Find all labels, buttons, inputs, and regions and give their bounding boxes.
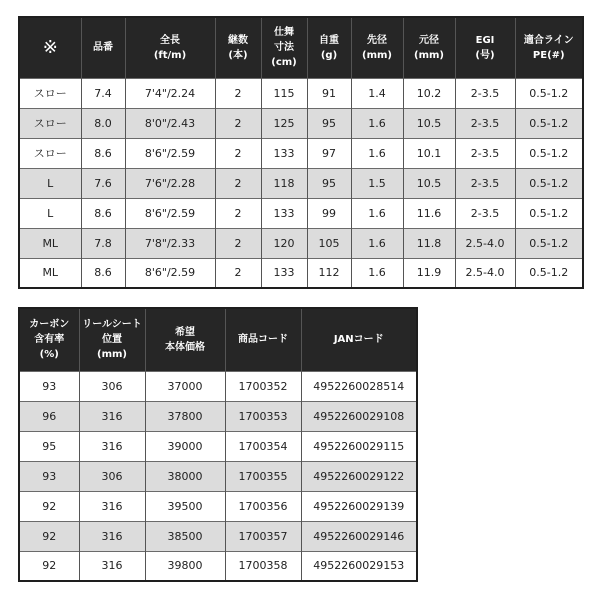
table-cell: 4952260029146 [301, 521, 417, 551]
spec-table-header-0 [19, 17, 81, 78]
table-cell: スロー [19, 108, 81, 138]
table-cell: 2 [215, 108, 261, 138]
table-cell: 2-3.5 [455, 138, 515, 168]
header-line: EGI [475, 34, 495, 46]
table-cell: 1700354 [225, 431, 301, 461]
spec-table-header-4 [261, 17, 307, 78]
table-cell: 8.0 [81, 108, 125, 138]
table-cell: 8'6"/2.59 [125, 258, 215, 288]
code-header-row [19, 308, 417, 371]
table-cell: 133 [261, 198, 307, 228]
header-line: (mm) [97, 349, 127, 361]
table-cell: 4952260029108 [301, 401, 417, 431]
spec-table-header-1 [81, 17, 125, 78]
table-cell: 10.5 [403, 108, 455, 138]
table-cell: 2-3.5 [455, 108, 515, 138]
table-row [19, 371, 417, 401]
code-table-header-1 [79, 308, 145, 371]
spec-table-header-7 [403, 17, 455, 78]
header-line: 先径 [367, 34, 387, 46]
table-cell: 7'4"/2.24 [125, 78, 215, 108]
table-cell: 1.6 [351, 138, 403, 168]
header-line: (ft/m) [153, 49, 187, 61]
table-row [19, 551, 417, 581]
header-line: 商品コード [238, 334, 288, 346]
table-cell: 118 [261, 168, 307, 198]
table-cell: 1700356 [225, 491, 301, 521]
table-cell: ML [19, 258, 81, 288]
table-cell: 92 [19, 491, 79, 521]
table-cell: 0.5-1.2 [515, 258, 583, 288]
header-line: 位置 [102, 334, 122, 346]
table-row [19, 461, 417, 491]
table-cell: 95 [19, 431, 79, 461]
table-cell: 4952260029115 [301, 431, 417, 461]
header-line: (mm) [414, 49, 444, 61]
table-row [19, 521, 417, 551]
table-row [19, 431, 417, 461]
table-cell: 8.6 [81, 258, 125, 288]
table-cell: 1700358 [225, 551, 301, 581]
table-cell: 37000 [145, 371, 225, 401]
table-cell: 2-3.5 [455, 198, 515, 228]
table-cell: 1.6 [351, 228, 403, 258]
table-cell: 10.5 [403, 168, 455, 198]
table-cell: 8'6"/2.59 [125, 198, 215, 228]
table-cell: 7'6"/2.28 [125, 168, 215, 198]
table-cell: 105 [307, 228, 351, 258]
table-cell: 4952260029139 [301, 491, 417, 521]
table-cell: 2 [215, 228, 261, 258]
header-line: 自重 [319, 34, 339, 46]
spec-table-header-6 [351, 17, 403, 78]
table-cell: 2-3.5 [455, 168, 515, 198]
table-cell: 316 [79, 491, 145, 521]
table-cell: 2-3.5 [455, 78, 515, 108]
header-line: 適合ライン [523, 34, 574, 46]
header-line: PE(#) [532, 49, 565, 61]
table-cell: 11.9 [403, 258, 455, 288]
table-cell: 7'8"/2.33 [125, 228, 215, 258]
table-cell: 2 [215, 78, 261, 108]
header-line: リールシート [82, 319, 142, 331]
table-cell: 2.5-4.0 [455, 258, 515, 288]
code-table-header-4 [301, 308, 417, 371]
table-cell: 2 [215, 138, 261, 168]
table-cell: 0.5-1.2 [515, 108, 583, 138]
table-cell: 0.5-1.2 [515, 168, 583, 198]
table-cell: 8.6 [81, 198, 125, 228]
table-cell: 7.6 [81, 168, 125, 198]
header-line: JANコード [333, 334, 384, 346]
table-cell: 7.4 [81, 78, 125, 108]
table-cell: 1700352 [225, 371, 301, 401]
table-cell: 92 [19, 521, 79, 551]
spec-header-row [19, 17, 583, 78]
header-line: (cm) [271, 57, 297, 69]
table-cell: 95 [307, 168, 351, 198]
table-cell: 316 [79, 521, 145, 551]
table-cell: 1.5 [351, 168, 403, 198]
spec-table-header-5 [307, 17, 351, 78]
table-cell: 316 [79, 401, 145, 431]
table-cell: 133 [261, 138, 307, 168]
spec-table-header-2 [125, 17, 215, 78]
spec-table-header-9 [515, 17, 583, 78]
table-cell: 38500 [145, 521, 225, 551]
table-cell: 0.5-1.2 [515, 198, 583, 228]
table-cell: 1.6 [351, 198, 403, 228]
header-line: 元径 [419, 34, 439, 46]
spec-table-header-8 [455, 17, 515, 78]
header-line: 継数 [228, 34, 248, 46]
header-line: 本体価格 [165, 341, 205, 353]
table-cell: 11.6 [403, 198, 455, 228]
table-cell: 133 [261, 258, 307, 288]
table-cell: 92 [19, 551, 79, 581]
header-line: 含有率 [34, 334, 65, 346]
table-cell: 4952260029153 [301, 551, 417, 581]
table-cell: 306 [79, 371, 145, 401]
table-cell: 2 [215, 168, 261, 198]
table-row [19, 78, 583, 108]
header-line: 仕舞 [274, 27, 294, 39]
table-cell: 306 [79, 461, 145, 491]
code-table-header-2 [145, 308, 225, 371]
header-line: 寸法 [274, 42, 294, 54]
table-cell: 93 [19, 371, 79, 401]
table-row [19, 401, 417, 431]
table-row [19, 198, 583, 228]
table-cell: 10.1 [403, 138, 455, 168]
table-cell: 39800 [145, 551, 225, 581]
table-cell: 99 [307, 198, 351, 228]
table-cell: 39000 [145, 431, 225, 461]
table-cell: L [19, 198, 81, 228]
table-cell: 39500 [145, 491, 225, 521]
code-table [18, 307, 418, 582]
table-cell: 96 [19, 401, 79, 431]
table-cell: 2.5-4.0 [455, 228, 515, 258]
header-line: 全長 [160, 34, 180, 46]
code-body [19, 371, 417, 581]
table-cell: 112 [307, 258, 351, 288]
table-cell: 38000 [145, 461, 225, 491]
table-cell: 4952260029122 [301, 461, 417, 491]
header-line: ※ [42, 37, 58, 59]
table-row [19, 491, 417, 521]
table-cell: 10.2 [403, 78, 455, 108]
table-row [19, 258, 583, 288]
table-cell: 37800 [145, 401, 225, 431]
table-cell: 1.6 [351, 258, 403, 288]
header-line: (%) [39, 349, 59, 361]
table-cell: 91 [307, 78, 351, 108]
table-cell: 2 [215, 258, 261, 288]
header-line: (本) [228, 49, 248, 61]
table-cell: スロー [19, 78, 81, 108]
table-cell: 8'0"/2.43 [125, 108, 215, 138]
table-cell: ML [19, 228, 81, 258]
header-line: (mm) [362, 49, 392, 61]
table-cell: 1.6 [351, 108, 403, 138]
header-line: (号) [475, 49, 495, 61]
spec-table-header-3 [215, 17, 261, 78]
table-row [19, 168, 583, 198]
table-cell: 8.6 [81, 138, 125, 168]
table-cell: 316 [79, 551, 145, 581]
table-cell: 120 [261, 228, 307, 258]
table-cell: 7.8 [81, 228, 125, 258]
table-cell: 97 [307, 138, 351, 168]
table-cell: 0.5-1.2 [515, 228, 583, 258]
table-cell: 8'6"/2.59 [125, 138, 215, 168]
table-cell: スロー [19, 138, 81, 168]
code-table-header-0 [19, 308, 79, 371]
table-cell: 11.8 [403, 228, 455, 258]
table-cell: 0.5-1.2 [515, 78, 583, 108]
table-cell: 93 [19, 461, 79, 491]
header-line: 希望 [175, 326, 195, 338]
table-cell: L [19, 168, 81, 198]
header-line: (g) [320, 49, 338, 61]
code-table-header-3 [225, 308, 301, 371]
table-cell: 125 [261, 108, 307, 138]
table-cell: 95 [307, 108, 351, 138]
table-row [19, 138, 583, 168]
table-row [19, 228, 583, 258]
spec-table [18, 16, 584, 289]
table-cell: 1.4 [351, 78, 403, 108]
table-cell: 316 [79, 431, 145, 461]
table-cell: 2 [215, 198, 261, 228]
table-row [19, 108, 583, 138]
table-cell: 1700357 [225, 521, 301, 551]
table-cell: 1700353 [225, 401, 301, 431]
header-line: 品番 [93, 42, 113, 54]
table-cell: 0.5-1.2 [515, 138, 583, 168]
spec-body [19, 78, 583, 288]
table-cell: 4952260028514 [301, 371, 417, 401]
table-cell: 115 [261, 78, 307, 108]
header-line: カーボン [29, 319, 70, 331]
table-cell: 1700355 [225, 461, 301, 491]
